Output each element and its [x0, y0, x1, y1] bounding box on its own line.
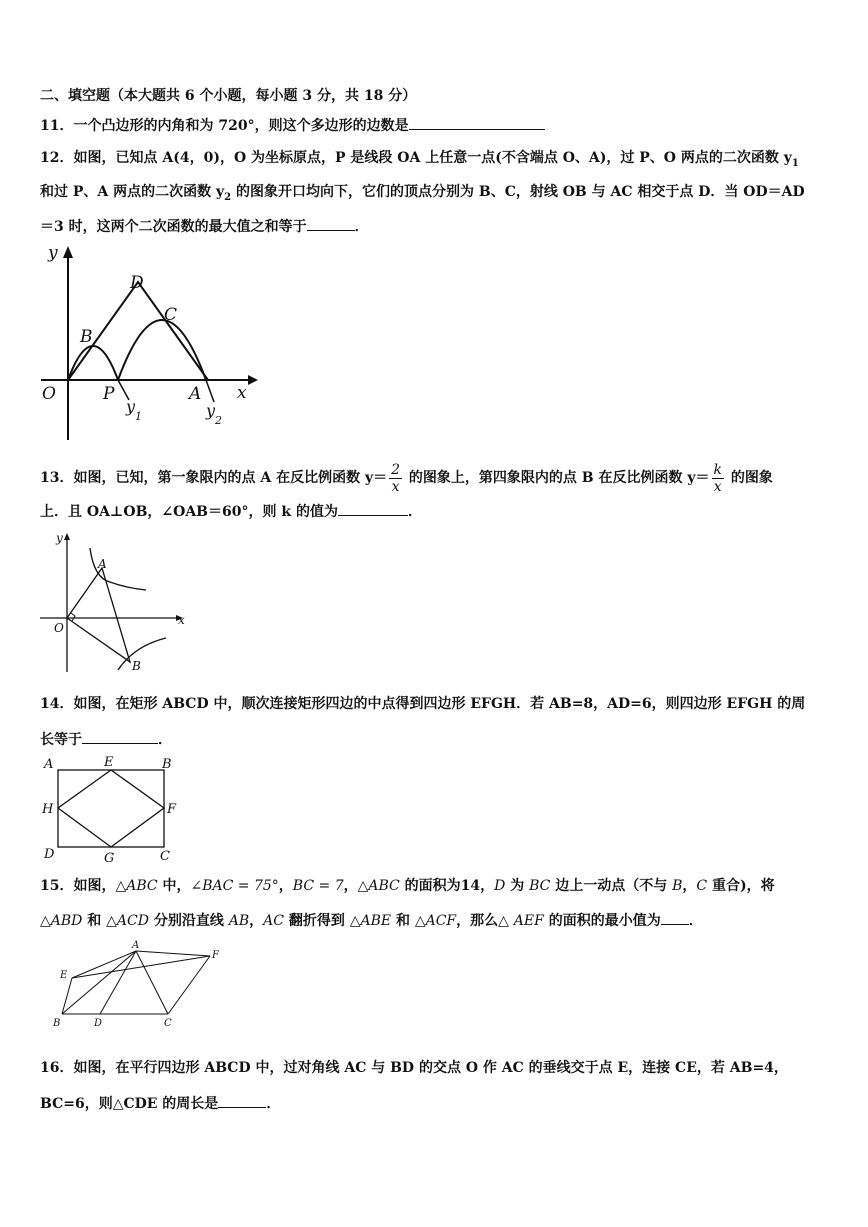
q15-line1i: 重合)，将 — [707, 878, 775, 894]
q12-answer-blank — [307, 216, 355, 231]
q12-y2-tail — [206, 380, 214, 402]
question-16-line1 — [40, 1058, 788, 1078]
q13-line1c: 的图象 — [725, 470, 773, 486]
q14-label-A: A — [44, 757, 54, 772]
q14-label-H: H — [42, 802, 54, 817]
q14-answer-blank — [82, 729, 158, 744]
q15-segment-ae — [72, 951, 136, 978]
q15-answer-blank — [661, 910, 689, 925]
q15-figure — [44, 936, 234, 1030]
q12-label-x: x — [237, 383, 247, 403]
q13-frac1-num: 2 — [391, 461, 401, 478]
question-13-line2 — [40, 501, 422, 522]
q12-line1-sub: 1 — [791, 157, 799, 169]
q15-line1e: 的面积为14， — [399, 878, 495, 894]
q14-label-D: D — [44, 847, 55, 862]
q15-line2b: 分别沿直线 — [148, 913, 229, 929]
q15-segment-ac — [136, 951, 168, 1014]
q13-label-x: x — [178, 613, 185, 627]
question-16-line2 — [40, 1093, 280, 1114]
q12-label-y2-sub: 2 — [215, 414, 222, 427]
q13-line1b: 的图象上，第四象限内的点 B 在反比例函数 y＝ — [404, 470, 710, 486]
q12-label-D: D — [130, 273, 144, 293]
question-14-line2 — [40, 729, 172, 750]
q14-rectangle-abcd — [58, 770, 164, 847]
q15-math-bc2: BC — [529, 878, 551, 894]
q16-line2: BC=6，则△CDE 的周长是 — [40, 1096, 219, 1112]
q15-line2a: 和 — [82, 913, 107, 929]
q15-math-d: D — [494, 878, 506, 894]
q15-line1d: ， — [343, 878, 358, 894]
q14-figure — [38, 752, 188, 867]
q13-label-A: A — [98, 557, 107, 571]
q15-segment-ab — [62, 951, 136, 1014]
q12-label-y1: y — [126, 397, 136, 416]
question-15-line1 — [40, 876, 775, 896]
q13-label-y: y — [56, 531, 63, 545]
q15-line1h: ， — [682, 878, 697, 894]
q15-math-abd: △ABD — [40, 913, 83, 929]
q15-line1a: 15．如图， — [40, 878, 116, 894]
q13-frac2-num: k — [713, 461, 722, 478]
q15-segment-ef — [72, 956, 210, 978]
q15-line2d: 翻折得到 — [283, 913, 350, 929]
q15-line1c: ， — [278, 878, 293, 894]
section-title: 二、填空题（本大题共 6 个小题，每小题 3 分，共 18 分） — [40, 88, 417, 104]
q15-math-b: B — [672, 878, 683, 894]
q15-label-E: E — [60, 970, 68, 981]
q13-curve-fourth-quadrant — [118, 638, 166, 670]
q12-line1: 12．如图，已知点 A(4，0)，O 为坐标原点，P 是线段 OA 上任意一点(不含端点 O、A)，过 P、O 两点的二次函数 y — [40, 150, 792, 166]
q15-segment-eb — [62, 978, 72, 1014]
q13-figure — [38, 530, 188, 675]
q13-label-B: B — [132, 659, 141, 673]
q15-line2g: 的面积的最小值为 — [543, 913, 661, 929]
q12-label-y2: y — [206, 401, 216, 420]
q12-label-A: A — [189, 384, 202, 404]
q14-rhombus-efgh — [58, 770, 164, 847]
q14-line2: 长等于 — [40, 732, 82, 748]
q15-line1g: 边上一动点（不与 — [550, 878, 673, 894]
q15-segment-ad — [100, 951, 136, 1014]
q12-label-P: P — [103, 384, 115, 404]
q12-y-arrow — [63, 246, 73, 258]
q14-label-F: F — [167, 802, 177, 817]
q12-parabola-y1 — [68, 346, 118, 380]
q15-segment-af — [136, 951, 210, 956]
q15-line2-end: ． — [688, 913, 703, 929]
q14-label-E: E — [104, 755, 114, 770]
q16-line2-end: ． — [266, 1096, 281, 1112]
question-12-line2 — [40, 182, 805, 208]
q12-line2b: 的图象开口均向下，它们的顶点分别为 B、C，射线 OB 与 AC 相交于点 D．当 OD＝AD — [231, 184, 805, 200]
q15-line1f: 为 — [505, 878, 530, 894]
q15-math-abe: △ABE — [349, 913, 392, 929]
q15-label-C: C — [164, 1018, 172, 1029]
q12-label-C: C — [164, 305, 178, 325]
q13-line2: 上．且 OA⊥OB，∠OAB＝60°，则 k 的值为 — [40, 504, 338, 520]
q16-answer-blank — [218, 1093, 266, 1108]
q16-line1: 16．如图，在平行四边形 ABCD 中，过对角线 AC 与 BD 的交点 O 作 AC 的垂线交于点 E，连接 CE，若 AB=4， — [40, 1060, 788, 1076]
q13-answer-blank — [338, 501, 408, 516]
q15-math-bc: BC = 7 — [292, 878, 344, 894]
question-13-line1 — [40, 460, 773, 496]
q15-label-D: D — [94, 1018, 103, 1029]
q12-parabola-y2 — [118, 320, 206, 380]
q15-math-angle: ∠BAC = 75° — [190, 878, 279, 894]
q12-label-y1-sub: 1 — [135, 410, 142, 423]
q15-math-acf: △ACF — [414, 913, 457, 929]
q15-segment-fc — [168, 956, 210, 1014]
q15-math-abc2: △ABC — [357, 878, 400, 894]
q15-label-A: A — [132, 940, 140, 951]
q15-label-F: F — [212, 950, 219, 961]
q12-figure — [36, 240, 266, 446]
question-12-line1 — [40, 148, 799, 174]
q13-fraction-2 — [712, 462, 724, 495]
q15-label-B: B — [53, 1018, 61, 1029]
q12-label-y: y — [48, 243, 58, 263]
question-15-line2 — [40, 910, 703, 931]
q12-label-B: B — [80, 327, 93, 347]
q11-text: 11．一个凸边形的内角和为 720°，则这个多边形的边数是 — [40, 118, 409, 134]
q13-frac2-den: x — [713, 478, 722, 495]
question-11 — [40, 115, 545, 136]
q12-x-arrow — [248, 375, 258, 385]
q12-line3-end: ． — [354, 219, 369, 235]
q15-math-abc: △ABC — [115, 878, 158, 894]
question-12-line3 — [40, 216, 369, 237]
q15-line1b: 中， — [157, 878, 191, 894]
q15-line2e: 和 — [391, 913, 415, 929]
q11-answer-blank — [409, 115, 545, 130]
q15-line2f: ，那么△ — [456, 913, 514, 929]
q14-label-B: B — [162, 757, 172, 772]
q15-math-ac: AC — [263, 913, 284, 929]
q12-line2a: 和过 P、A 两点的二次函数 y — [40, 184, 225, 200]
q15-math-ab: AB — [228, 913, 250, 929]
q14-label-C: C — [160, 849, 170, 864]
q12-line2-sub: 2 — [224, 191, 232, 203]
q13-line2-end: ． — [407, 504, 422, 520]
q15-math-aef: AEF — [513, 913, 544, 929]
q13-triangle-oab — [67, 568, 130, 662]
q13-frac1-den: x — [391, 478, 400, 495]
q14-line1: 14．如图，在矩形 ABCD 中，顺次连接矩形四边的中点得到四边形 EFGH．若 AB=8，AD=6，则四边形 EFGH 的周 — [40, 696, 806, 712]
q15-math-acd: △ACD — [106, 913, 149, 929]
q13-fraction-1 — [389, 462, 402, 495]
question-14-line1 — [40, 694, 805, 714]
q12-label-O: O — [42, 384, 56, 404]
q13-label-O: O — [54, 621, 64, 635]
q14-line2-end: ． — [158, 732, 172, 748]
q12-line3: ＝3 时，这两个二次函数的最大值之和等于 — [40, 219, 307, 235]
q15-math-c: C — [696, 878, 708, 894]
q15-line2c: ， — [249, 913, 264, 929]
q14-label-G: G — [104, 851, 115, 866]
q13-line1a: 13．如图，已知，第一象限内的点 A 在反比例函数 y＝ — [40, 470, 388, 486]
q13-right-angle-mark — [71, 613, 75, 621]
